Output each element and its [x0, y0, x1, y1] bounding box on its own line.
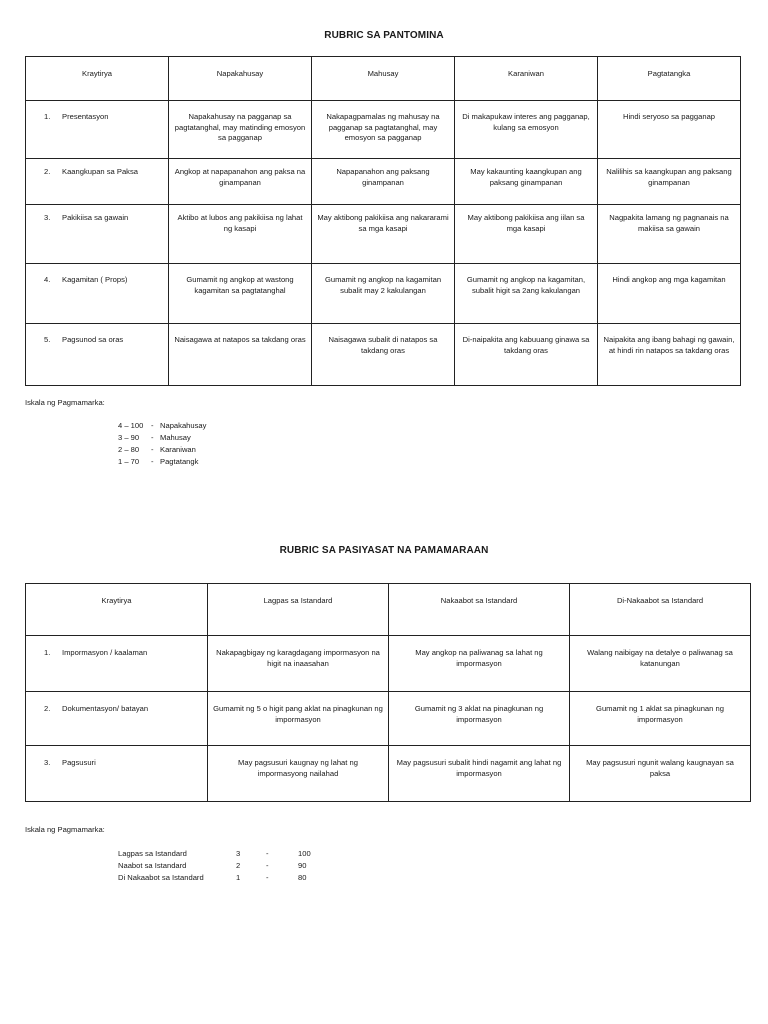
criterion-label: Kagamitan ( Props)	[62, 275, 128, 284]
scale-level: Lagpas sa Istandard	[118, 849, 187, 858]
criterion-label: Pagsusuri	[62, 758, 96, 767]
rating-cell: Napakahusay na pagganap sa pagtatanghal, may matinding emosyon sa pagganap	[169, 101, 312, 159]
rating-cell: Naisagawa at natapos sa takdang oras	[169, 324, 312, 386]
rating-cell: May aktibong pakikiisa ang iilan sa mga kasapi	[455, 205, 598, 264]
criterion-label: Pagsunod sa oras	[62, 335, 124, 344]
rubric-pantomina-title: RUBRIC SA PANTOMINA	[324, 30, 444, 41]
rating-cell: Angkop at napapanahon ang paksa na ginampanan	[169, 159, 312, 205]
scale-dash: -	[266, 849, 269, 858]
list-item	[118, 420, 206, 432]
rubric-pantomina-table	[25, 56, 741, 386]
table-row	[26, 324, 741, 386]
list-item	[118, 860, 311, 872]
criterion-number: 1.	[44, 648, 51, 657]
criterion-label: Dokumentasyon/ batayan	[62, 704, 149, 713]
scale-grade: 1 – 70	[118, 457, 140, 466]
rating-cell: May angkop na paliwanag sa lahat ng impormasyon	[389, 636, 570, 692]
header-cell: Di-Nakaabot sa Istandard	[570, 584, 751, 636]
scale-points: 1	[236, 873, 241, 882]
rating-cell: Hindi angkop ang mga kagamitan	[598, 264, 741, 324]
scale-desc: Napakahusay	[160, 421, 207, 430]
criterion-cell	[26, 159, 169, 205]
scale-dash: -	[151, 445, 154, 454]
scale-grade: 4 – 100	[118, 421, 144, 430]
criterion-label: Pakikiisa sa gawain	[62, 213, 129, 222]
header-cell: Kraytirya	[26, 57, 169, 101]
criterion-cell	[26, 205, 169, 264]
criterion-label: Kaangkupan sa Paksa	[62, 167, 138, 176]
rating-cell: May kakaunting kaangkupan ang paksang ginampanan	[455, 159, 598, 205]
rating-cell: Nakapagbigay ng karagdagang impormasyon na higit na inaasahan	[208, 636, 389, 692]
header-cell: Mahusay	[312, 57, 455, 101]
scale-desc: Pagtatangk	[160, 457, 199, 466]
header-cell: Kraytirya	[26, 584, 208, 636]
scale-score: 90	[298, 861, 307, 870]
header-cell: Nakaabot sa Istandard	[389, 584, 570, 636]
criterion-cell	[26, 101, 169, 159]
scale-level: Di Nakaabot sa Istandard	[118, 873, 204, 882]
table-row	[26, 746, 751, 802]
rating-cell: Hindi seryoso sa pagganap	[598, 101, 741, 159]
rating-cell: May aktibong pakikiisa ang nakararami sa mga kasapi	[312, 205, 455, 264]
rating-cell: Gumamit ng angkop na kagamitan, subalit higit sa 2ang kakulangan	[455, 264, 598, 324]
grading-scale-list	[118, 848, 311, 884]
rating-cell: Naisagawa subalit di natapos sa takdang oras	[312, 324, 455, 386]
criterion-cell	[26, 692, 208, 746]
rating-cell: Walang naibigay na detalye o paliwanag sa katanungan	[570, 636, 751, 692]
grading-scale-label: Iskala ng Pagmamarka:	[25, 825, 105, 834]
grading-scale-list	[118, 420, 206, 468]
criterion-label: Presentasyon	[62, 112, 109, 121]
rubric-pasiyasat-table	[25, 583, 751, 802]
scale-score: 100	[298, 849, 311, 858]
scale-dash: -	[151, 433, 154, 442]
rubric-pasiyasat-title: RUBRIC SA PASIYASAT NA PAMAMARAAN	[279, 545, 489, 556]
scale-grade: 3 – 90	[118, 433, 140, 442]
rating-cell: Di-naipakita ang kabuuang ginawa sa takdang oras	[455, 324, 598, 386]
criterion-cell	[26, 324, 169, 386]
scale-points: 2	[236, 861, 241, 870]
criterion-cell	[26, 636, 208, 692]
header-cell: Napakahusay	[169, 57, 312, 101]
rating-cell: Gumamit ng 3 aklat na pinagkunan ng impormasyon	[389, 692, 570, 746]
rating-cell: Nakapagpamalas ng mahusay na pagganap sa pagtatanghal, may emosyon sa pagganap	[312, 101, 455, 159]
rating-cell: May pagsusuri ngunit walang kaugnayan sa paksa	[570, 746, 751, 802]
rating-cell: Aktibo at lubos ang pakikiisa ng lahat ng kasapi	[169, 205, 312, 264]
scale-score: 80	[298, 873, 307, 882]
scale-dash: -	[266, 861, 269, 870]
scale-dash: -	[151, 457, 154, 466]
criterion-number: 3.	[44, 758, 51, 767]
criterion-number: 2.	[44, 167, 51, 176]
scale-desc: Mahusay	[160, 433, 191, 442]
criterion-cell	[26, 264, 169, 324]
table-row	[26, 636, 751, 692]
table-row	[26, 264, 741, 324]
scale-points: 3	[236, 849, 241, 858]
criterion-number: 3.	[44, 213, 51, 222]
criterion-number: 4.	[44, 275, 51, 284]
table-row	[26, 159, 741, 205]
scale-desc: Karaniwan	[160, 445, 196, 454]
list-item	[118, 872, 311, 884]
rating-cell: Gumamit ng angkop at wastong kagamitan sa pagtatanghal	[169, 264, 312, 324]
list-item	[118, 432, 206, 444]
list-item	[118, 444, 206, 456]
grading-scale-label: Iskala ng Pagmamarka:	[25, 398, 105, 407]
table-header-row	[26, 584, 751, 636]
rating-cell: May pagsusuri subalit hindi nagamit ang lahat ng impormasyon	[389, 746, 570, 802]
table-row	[26, 101, 741, 159]
rating-cell: May pagsusuri kaugnay ng lahat ng impormasyong nailahad	[208, 746, 389, 802]
table-row	[26, 692, 751, 746]
rating-cell: Di makapukaw interes ang pagganap, kulang sa emosyon	[455, 101, 598, 159]
scale-dash: -	[151, 421, 154, 430]
rating-cell: Gumamit ng 5 o higit pang aklat na pinagkunan ng impormasyon	[208, 692, 389, 746]
list-item	[118, 456, 206, 468]
table-row	[26, 205, 741, 264]
scale-dash: -	[266, 873, 269, 882]
rating-cell: Naipakita ang ibang bahagi ng gawain, at hindi rin natapos sa takdang oras	[598, 324, 741, 386]
criterion-label: Impormasyon / kaalaman	[62, 648, 148, 657]
rating-cell: Nalilihis sa kaangkupan ang paksang ginampanan	[598, 159, 741, 205]
list-item	[118, 848, 311, 860]
header-cell: Lagpas sa Istandard	[208, 584, 389, 636]
criterion-cell	[26, 746, 208, 802]
rating-cell: Gumamit ng 1 aklat sa pinagkunan ng impormasyon	[570, 692, 751, 746]
criterion-number: 5.	[44, 335, 51, 344]
header-cell: Karaniwan	[455, 57, 598, 101]
criterion-number: 1.	[44, 112, 51, 121]
scale-grade: 2 – 80	[118, 445, 140, 454]
table-header-row	[26, 57, 741, 101]
rating-cell: Gumamit ng angkop na kagamitan subalit may 2 kakulangan	[312, 264, 455, 324]
rating-cell: Napapanahon ang paksang ginampanan	[312, 159, 455, 205]
rating-cell: Nagpakita lamang ng pagnanais na makiisa sa gawain	[598, 205, 741, 264]
header-cell: Pagtatangka	[598, 57, 741, 101]
scale-level: Naabot sa Istandard	[118, 861, 187, 870]
criterion-number: 2.	[44, 704, 51, 713]
